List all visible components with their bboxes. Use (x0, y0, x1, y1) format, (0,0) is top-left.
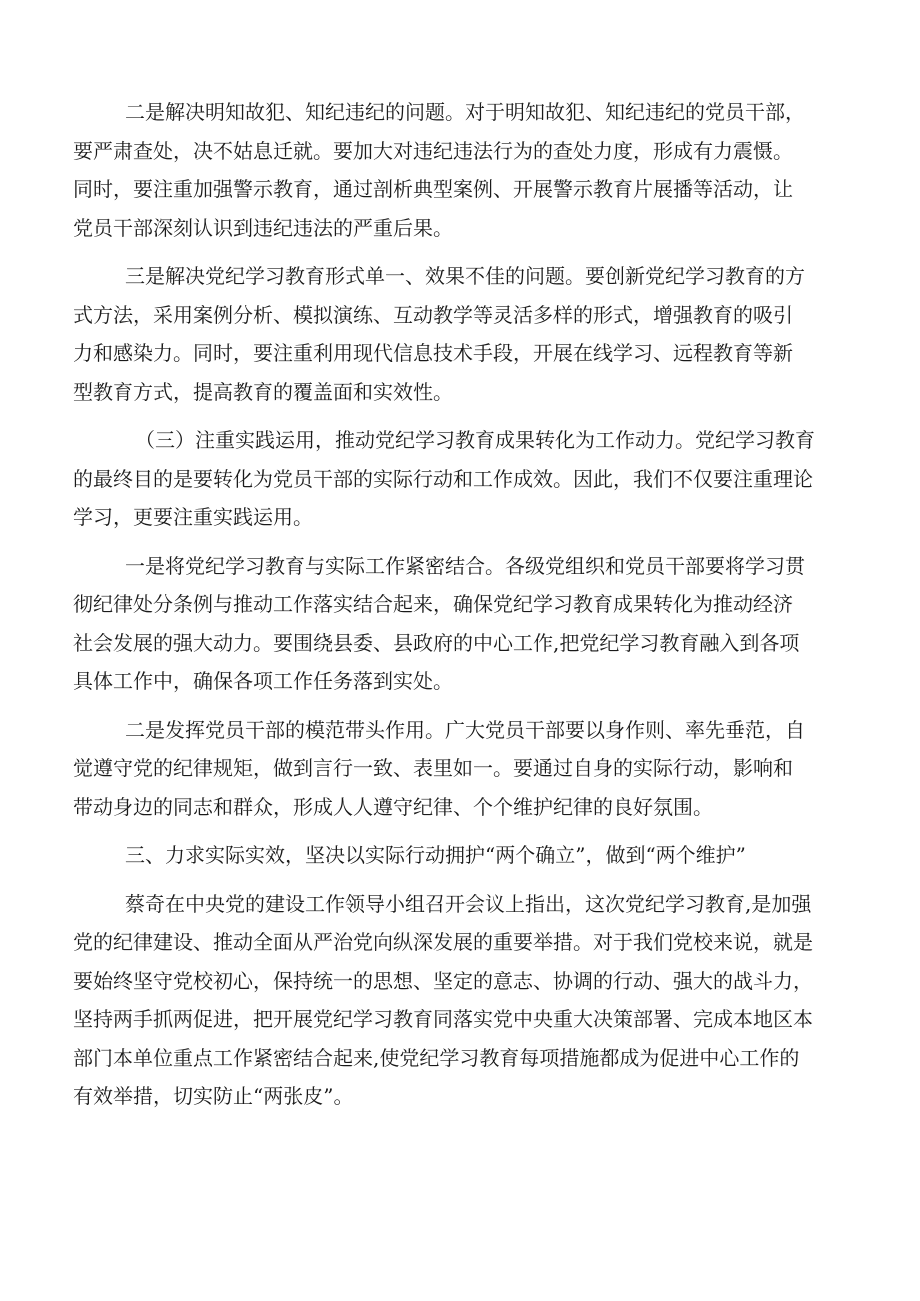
document-body (73, 93, 863, 1116)
paragraph-spacer (73, 411, 863, 421)
text-line: 型教育方式，提高教育的覆盖面和实效性。 (73, 379, 453, 404)
text-line: 有效举措，切实防止“两张皮”。 (73, 1084, 354, 1108)
text-line: 三、力求实际实效，坚决以实际行动拥护“两个确立”，做到“两个维护” (125, 843, 746, 867)
text-line: 坚持两手抓两促进，把开展党纪学习教育同落实党中央重大决策部署、完成本地区本 (73, 1007, 813, 1031)
text-line: 二是发挥党员干部的模范带头作用。广大党员干部要以身作则、率先垂范，自 (125, 717, 805, 742)
text-line: 一是将党纪学习教育与实际工作紧密结合。各级党组织和党员干部要将学习贯 (125, 553, 805, 578)
text-line: 部门本单位重点工作紧密结合起来,使党纪学习教育每项措施都成为促进中心工作的 (73, 1045, 800, 1070)
paragraph-spacer (73, 537, 863, 547)
paragraph-spacer (73, 701, 863, 711)
text-line: 三是解决党纪学习教育形式单一、效果不佳的问题。要创新党纪学习教育的方 (125, 264, 805, 288)
text-line: 党的纪律建设、推动全面从严治党向纵深发展的重要举措。对于我们党校来说，就是 (73, 930, 813, 954)
text-line: 式方法，采用案例分析、模拟演练、互动教学等灵活多样的形式，增强教育的吸引 (73, 302, 793, 327)
paragraph-exemplary-role (73, 711, 863, 827)
section-heading-practice (73, 421, 863, 537)
paragraph-violation-issues (73, 93, 863, 247)
text-line: 的最终目的是要转化为党员干部的实际行动和工作成效。因此，我们不仅要注重理论 (73, 466, 813, 491)
text-line: 要严肃查处，决不姑息迁就。要加大对违纪违法行为的查处力度，形成有力震慑。 (73, 138, 793, 163)
paragraph-cai-qi-remarks (73, 885, 863, 1116)
paragraph-education-form (73, 257, 863, 411)
text-line: 二是解决明知故犯、知纪违纪的问题。对于明知故犯、知纪违纪的党员干部， (125, 100, 805, 124)
text-line: 觉遵守党的纪律规矩，做到言行一致、表里如一。要通过自身的实际行动，影响和 (73, 756, 793, 780)
text-line: （三）注重实践运用，推动党纪学习教育成果转化为工作动力。党纪学习教育 (135, 428, 815, 452)
text-line: 力和感染力。同时，要注重利用现代信息技术手段，开展在线学习、远程教育等新 (73, 341, 793, 365)
text-line: 具体工作中，确保各项工作任务落到实处。 (73, 669, 453, 693)
paragraph-spacer (73, 247, 863, 257)
text-line: 彻纪律处分条例与推动工作落实结合起来，确保党纪学习教育成果转化为推动经济 (73, 592, 793, 616)
paragraph-combine-work (73, 547, 863, 701)
text-line: 党员干部深刻认识到违纪违法的严重后果。 (73, 215, 453, 240)
text-line: 要始终坚守党校初心，保持统一的思想、坚定的意志、协调的行动、强大的战斗力， (73, 968, 813, 993)
text-line: 带动身边的同志和群众，形成人人遵守纪律、个个维护纪律的良好氛围。 (73, 794, 713, 819)
paragraph-spacer (73, 826, 863, 836)
text-line: 同时，要注重加强警示教育，通过剖析典型案例、开展警示教育片展播等活动，让 (73, 177, 793, 201)
section-heading-three (73, 836, 863, 875)
text-line: 蔡奇在中央党的建设工作领导小组召开会议上指出，这次党纪学习教育,是加强 (125, 891, 812, 916)
text-line: 学习，更要注重实践运用。 (73, 505, 313, 529)
text-line: 社会发展的强大动力。要围绕县委、县政府的中心工作,把党纪学习教育融入到各项 (73, 630, 800, 655)
paragraph-spacer (73, 875, 863, 885)
